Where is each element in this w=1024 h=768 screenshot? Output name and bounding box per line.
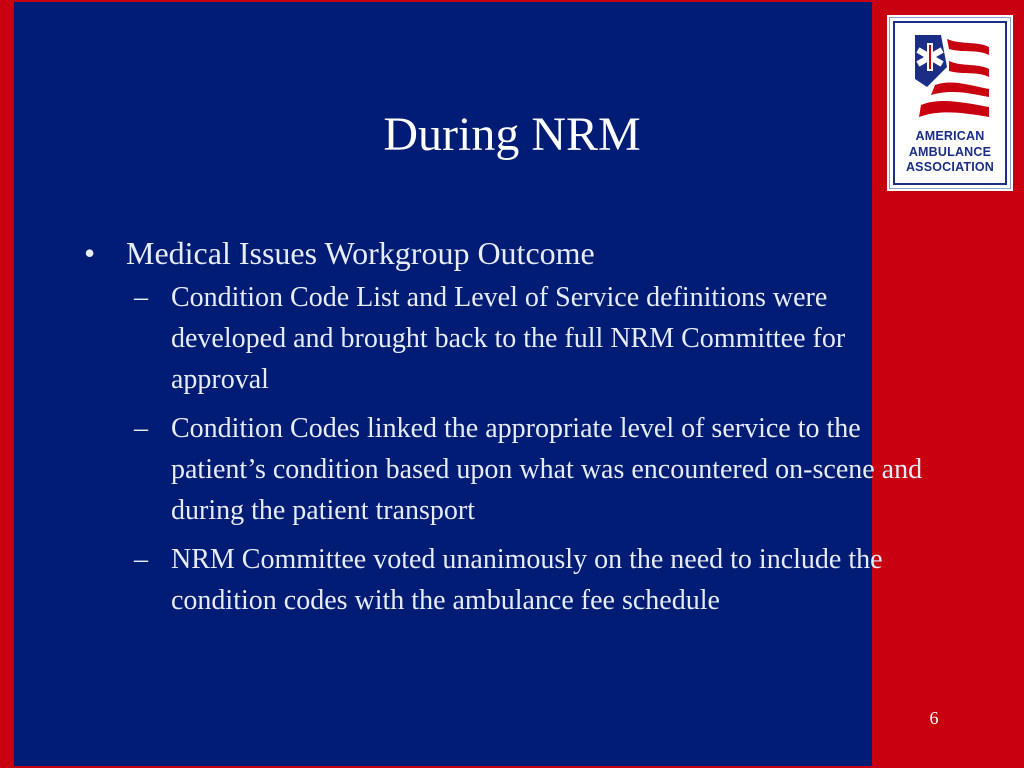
sub-bullet-text: Condition Codes linked the appropriate level of service to the patient’s condition based upon what was encountered on-scene and during the patient transport: [171, 413, 923, 526]
sub-bullet: [134, 277, 944, 400]
main-bullet-text: Medical Issues Workgroup Outcome: [126, 235, 595, 271]
sub-bullet-text: NRM Committee voted unanimously on the need to include the condition codes with the ambulance fee schedule: [171, 544, 883, 616]
dash-mark: –: [134, 413, 148, 444]
dash-mark: –: [134, 282, 148, 313]
sub-bullet: [134, 539, 944, 621]
logo-line: AMBULANCE: [908, 144, 992, 159]
sub-bullet: [134, 408, 944, 531]
bullet-mark: •: [84, 235, 96, 271]
main-bullet: [84, 231, 944, 275]
slide-title: During NRM: [383, 108, 641, 161]
logo-line: AMERICAN: [915, 129, 985, 143]
page-number: 6: [929, 708, 939, 728]
star-of-life-flag-logo-icon: [907, 27, 997, 127]
logo-text: [889, 129, 1011, 176]
slide-content: [84, 231, 944, 629]
left-red-stripe: [0, 0, 14, 768]
american-ambulance-association-logo: [887, 15, 1013, 191]
sub-bullet-text: Condition Code List and Level of Service definitions were developed and brought back to the full NRM Committee for approval: [171, 282, 846, 395]
logo-line: ASSOCIATION: [905, 160, 995, 174]
dash-mark: –: [134, 544, 148, 575]
sub-bullet-list: [134, 277, 944, 621]
